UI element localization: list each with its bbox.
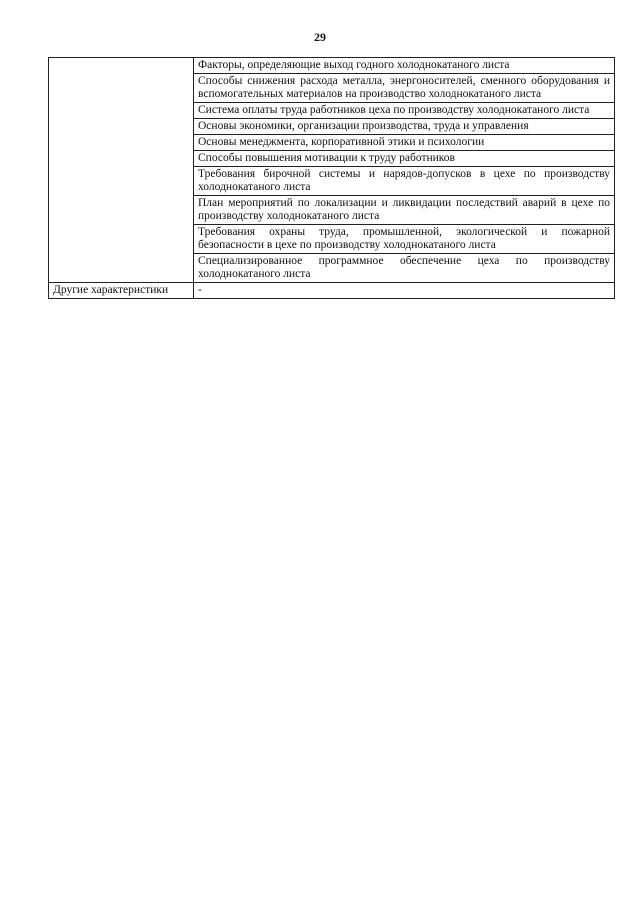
- other-characteristics-row: [49, 283, 615, 299]
- requirements-table: [48, 57, 615, 299]
- knowledge-label-cell: [49, 58, 194, 283]
- knowledge-item: План мероприятий по локализации и ликвидации последствий аварий в цехе по производству холоднокатаного листа: [194, 196, 615, 225]
- knowledge-item: Основы менеджмента, корпоративной этики и психологии: [194, 135, 615, 151]
- page-number: 29: [314, 30, 326, 44]
- knowledge-item: Требования охраны труда, промышленной, экологической и пожарной безопасности в цехе по производству холоднокатаного листа: [194, 225, 615, 254]
- knowledge-item: Способы повышения мотивации к труду работников: [194, 151, 615, 167]
- knowledge-item: Основы экономики, организации производства, труда и управления: [194, 119, 615, 135]
- table-row: [49, 58, 615, 74]
- knowledge-item: Способы снижения расхода металла, энергоносителей, сменного оборудования и вспомогательных материалов на производство холоднокатаного листа: [194, 74, 615, 103]
- knowledge-item: Система оплаты труда работников цеха по производству холоднокатаного листа: [194, 103, 615, 119]
- other-characteristics-label: Другие характеристики: [49, 283, 194, 299]
- knowledge-item: Требования бирочной системы и нарядов-допусков в цехе по производству холоднокатаного листа: [194, 167, 615, 196]
- other-characteristics-value: -: [194, 283, 615, 299]
- knowledge-item: Факторы, определяющие выход годного холоднокатаного листа: [194, 58, 615, 74]
- knowledge-item: Специализированное программное обеспечение цеха по производству холоднокатаного листа: [194, 254, 615, 283]
